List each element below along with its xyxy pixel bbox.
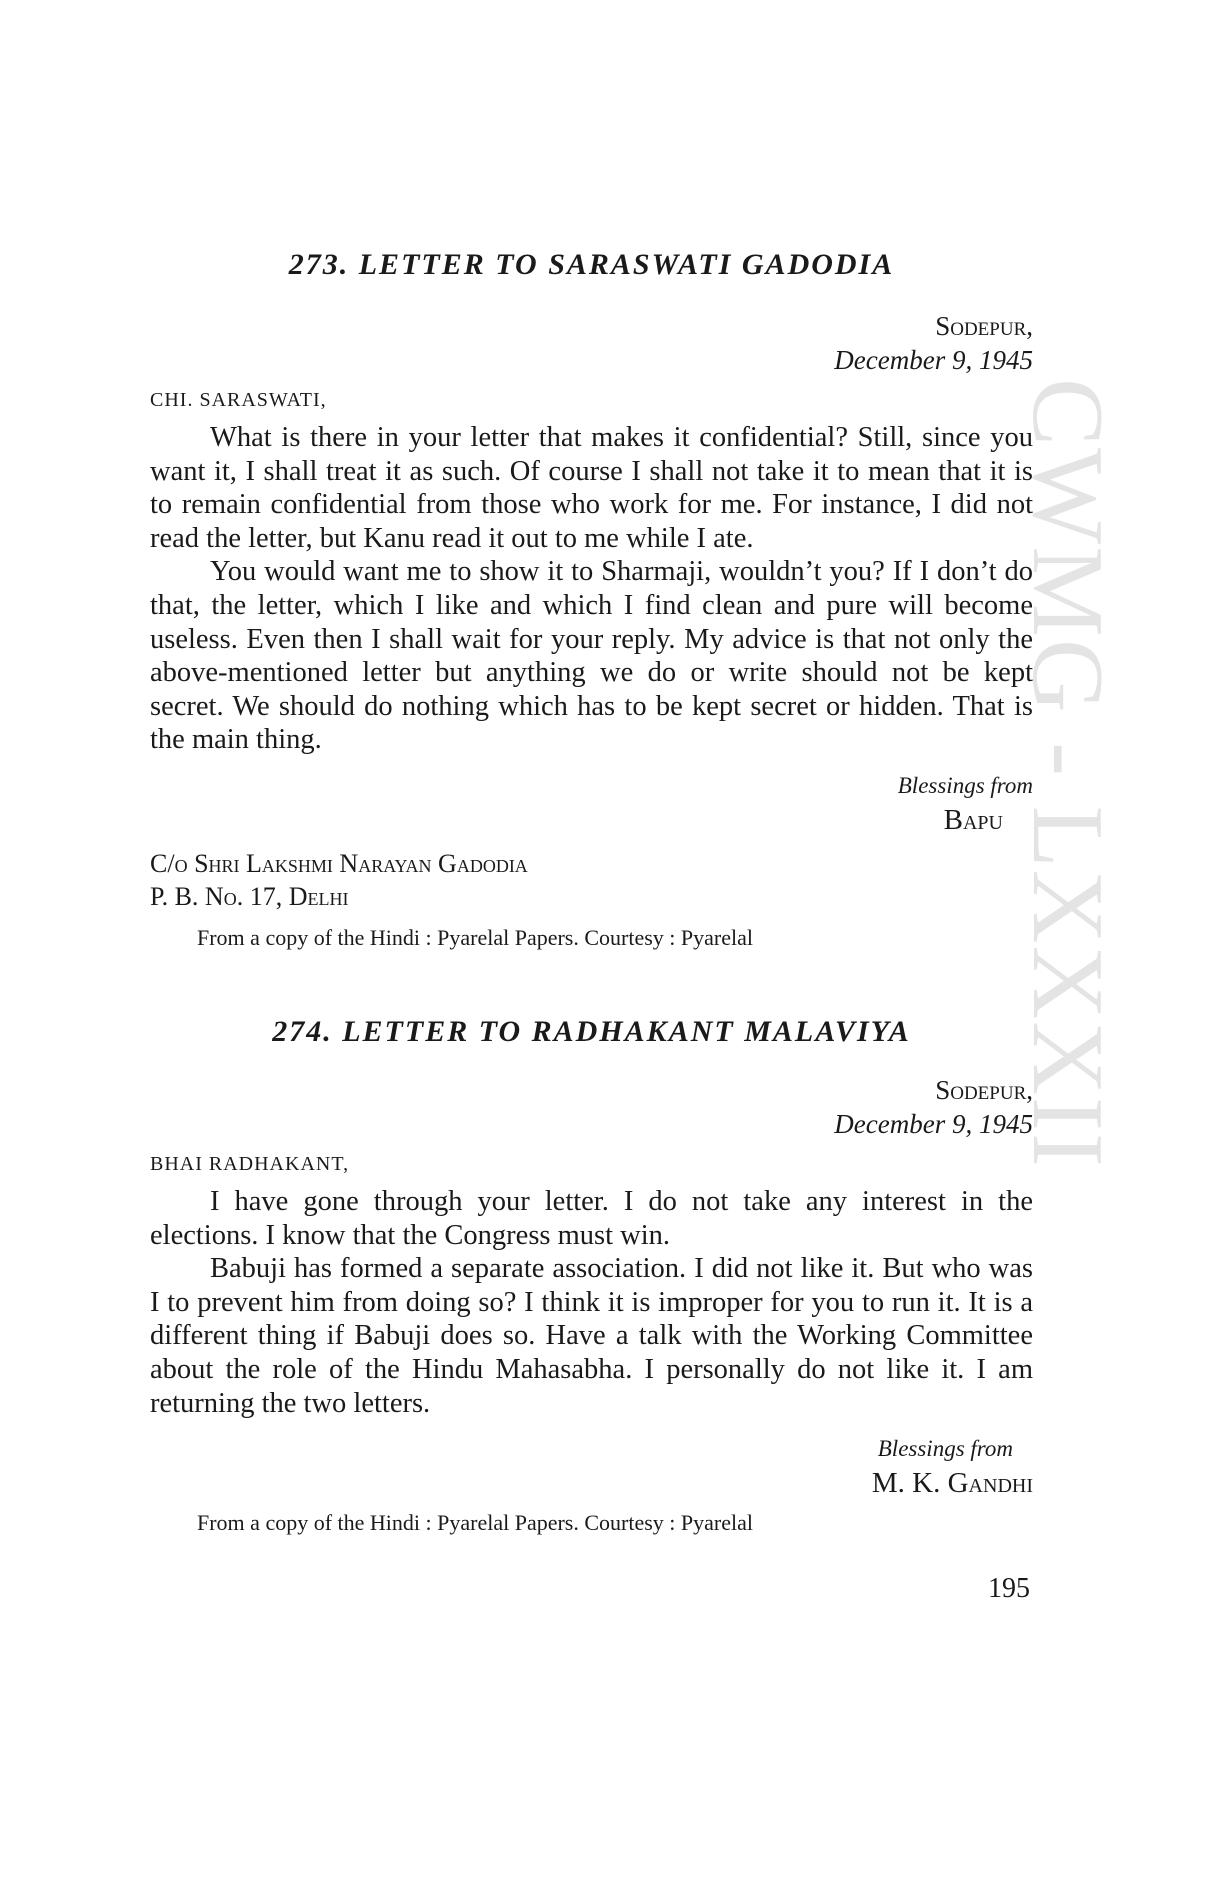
letter-title: 274. LETTER TO RADHAKANT MALAVIYA — [272, 1015, 911, 1048]
paragraph: I have gone through your letter. I do not take any interest in the elections. I know that the Congress must win. — [150, 1186, 1033, 1251]
letter-273-body — [150, 309, 1033, 953]
source-note: From a copy of the Hindi : Pyarelal Papers. Courtesy : Pyarelal — [197, 1510, 753, 1536]
salutation: CHI. SARASWATI, — [150, 389, 327, 411]
place: Sodepur, — [935, 1075, 1033, 1105]
page-number: 195 — [988, 1573, 1030, 1604]
salutation: BHAI RADHAKANT, — [150, 1153, 350, 1175]
letter-body — [150, 1185, 1033, 1420]
paragraph: Babuji has formed a separate association. I did not like it. But who was I to prevent him from doing so? I think it is improper for you to run it. It is a different thing if Babuji does so. Have a talk with the Working Committee about the role of the Hindu Mahasabha. I personally do not like it. I am returning the two letters. — [150, 1253, 1033, 1419]
source-note: From a copy of the Hindi : Pyarelal Papers. Courtesy : Pyarelal — [197, 924, 753, 950]
letter-body — [150, 421, 1033, 757]
blessings: Blessings from — [897, 772, 1033, 798]
watermark: CWMG - LXXXII — [1011, 378, 1124, 1169]
place: Sodepur, — [935, 311, 1033, 341]
address-line: C/o Shri Lakshmi Narayan Gadodia — [150, 848, 528, 878]
signature: Bapu — [943, 803, 1003, 836]
paragraph: What is there in your letter that makes it confidential? Still, since you want it, I shall treat it as such. Of course I shall not take it to mean that it is to remain confidential from those who work for me. For instance, I did not read the letter, but Kanu read it out to me while I ate. — [150, 422, 1033, 554]
signature: M. K. Gandhi — [871, 1467, 1033, 1500]
paragraph: You would want me to show it to Sharmaji, wouldn’t you? If I don’t do that, the letter, which I like and which I find clean and pure will become useless. Even then I shall wait for your reply. My advice is that not only the above-mentioned letter but anything we do or write should not be kept secret. We should do nothing which has to be kept secret or hidden. That is the main thing. — [150, 556, 1033, 756]
letter-274-body — [150, 1073, 1033, 1538]
address-line: P. B. No. 17, Delhi — [150, 881, 349, 911]
blessings: Blessings from — [877, 1436, 1013, 1462]
date: December 9, 1945 — [834, 1109, 1033, 1139]
letter-title: 273. LETTER TO SARASWATI GADODIA — [288, 248, 895, 281]
letter-273 — [150, 248, 1033, 282]
date: December 9, 1945 — [834, 345, 1033, 375]
letter-274 — [150, 1015, 1033, 1049]
